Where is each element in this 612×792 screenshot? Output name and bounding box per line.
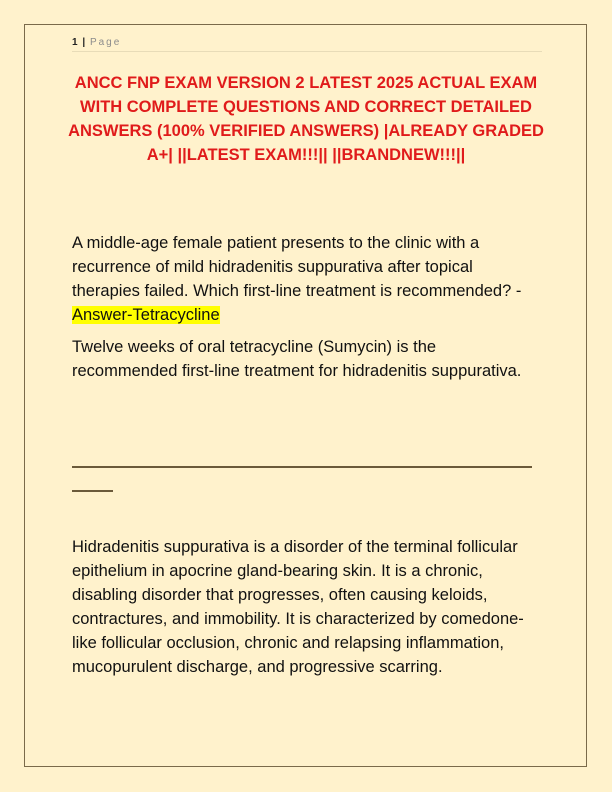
page-header [72,35,542,52]
highlighted-answer: Answer-Tetracycline [72,306,220,324]
explanation-paragraph: Twelve weeks of oral tetracycline (Sumycin) is the recommended first-line treatment for hidradenitis suppurativa. [72,338,522,380]
separator-line-continuation [72,490,113,492]
question-text: A middle-age female patient presents to the clinic with a recurrence of mild hidradenitis suppurativa after topical therapies failed. Which first-line treatment is recommended? - [72,234,522,300]
page-number: 1 [72,37,78,48]
separator-line [72,466,532,468]
page-label: Page [89,37,122,48]
document-title: ANCC FNP EXAM VERSION 2 LATEST 2025 ACTUAL EXAM WITH COMPLETE QUESTIONS AND CORRECT DETAILED ANSWERS (100% VERIFIED ANSWERS) |ALREADY GRADED A+| ||LATEST EXAM!!!|| ||BRANDNEW!!!|| [68,74,544,164]
description-paragraph: Hidradenitis suppurativa is a disorder of the terminal follicular epithelium in apocrine gland-bearing skin. It is a chronic, disabling disorder that progresses, often causing keloids, contractures, and immobility. It is characterized by comedone-like follicular occlusion, chronic and relapsing inflammation, mucopurulent discharge, and progressive scarring. [72,538,524,676]
header-separator: | [82,37,86,48]
question-paragraph [72,231,542,327]
